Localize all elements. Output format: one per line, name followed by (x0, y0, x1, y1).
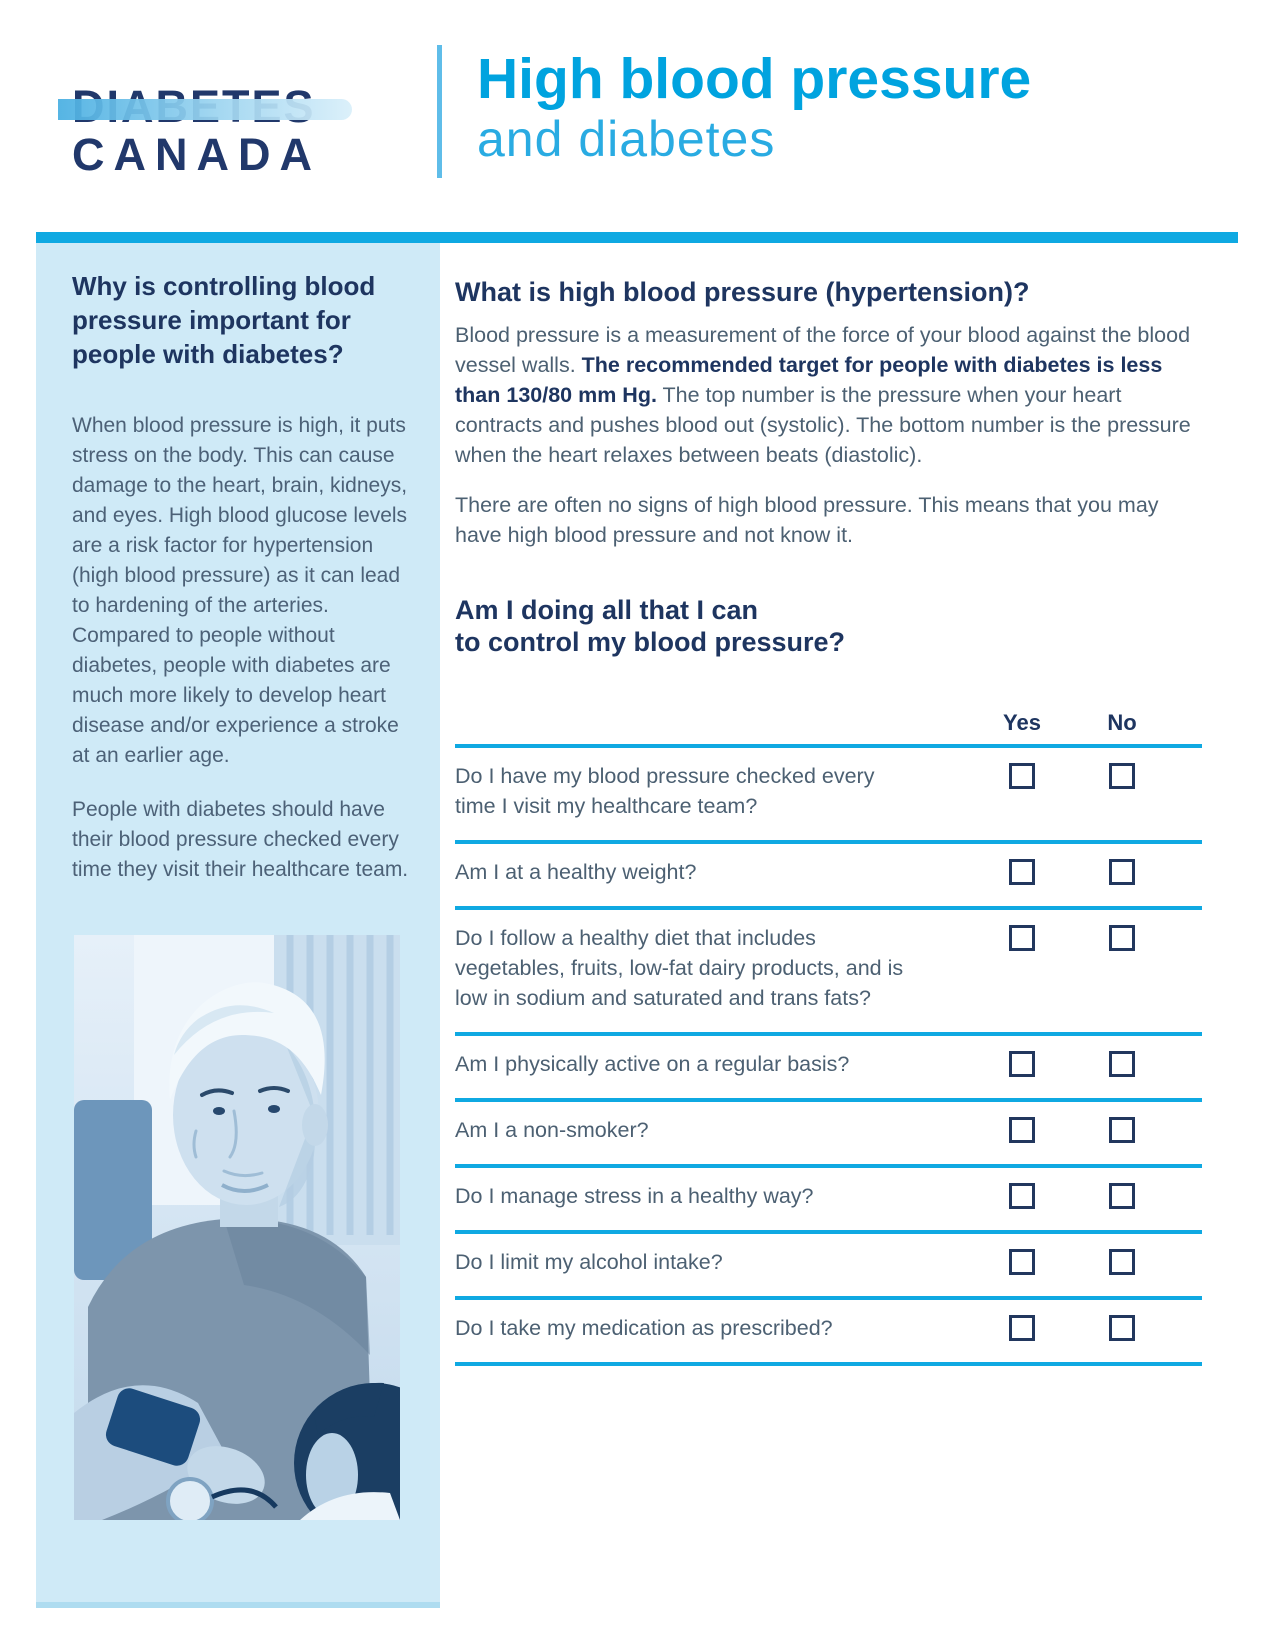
question-text: Am I a non-smoker? (455, 1118, 649, 1142)
checklist-row (455, 1234, 1202, 1300)
yes-checkbox[interactable] (1009, 925, 1035, 951)
no-checkbox[interactable] (1109, 1117, 1135, 1143)
question-text: Am I at a healthy weight? (455, 860, 697, 884)
sidebar-panel (36, 243, 440, 1608)
page-title-sub: and diabetes (477, 111, 776, 167)
what-is-paragraph-1 (455, 320, 1202, 470)
header-vertical-divider (437, 45, 442, 178)
paragraph-text: The top number is the pressure when your heart contracts and pushes blood out (systolic). The bottom number is the pressure when the heart relaxes between beats (diastolic). (455, 383, 1191, 467)
question-text: Do I take my medication as prescribed? (455, 1316, 833, 1340)
recommended-target-bold-text: The recommended target for people with diabetes is less than 130/80 mm Hg. (455, 353, 1163, 407)
no-checkbox[interactable] (1109, 1315, 1135, 1341)
yes-checkbox[interactable] (1009, 1249, 1035, 1275)
quiz-heading-line-1: Am I doing all that I can (455, 595, 759, 625)
checklist-row (455, 910, 1202, 1036)
sidebar-paragraph-1: When blood pressure is high, it puts stress on the body. This can cause damage to the heart, brain, kidneys, and eyes. High blood glucose levels are a risk factor for hypertension (high blood pressure) as it can lead to hardening of the arteries. Compared to people without diabetes, people with diabetes are much more likely to develop heart disease and/or experience a stroke at an earlier age. (72, 414, 408, 767)
no-checkbox[interactable] (1109, 1051, 1135, 1077)
checklist-row (455, 1102, 1202, 1168)
question-text: Do I have my blood pressure checked every time I visit my healthcare team? (455, 764, 875, 818)
logo-strikethrough-bar (58, 99, 352, 120)
checklist-row (455, 1300, 1202, 1366)
question-text: Do I follow a healthy diet that includes vegetables, fruits, low-fat dairy products, and is low in sodium and saturated and trans fats? (455, 926, 904, 1010)
question-text: Do I limit my alcohol intake? (455, 1250, 723, 1274)
yes-checkbox[interactable] (1009, 1315, 1035, 1341)
what-is-paragraph-2: There are often no signs of high blood pressure. This means that you may have high blood pressure and not know it. (455, 493, 1159, 547)
sidebar-paragraph-2: People with diabetes should have their blood pressure checked every time they visit their healthcare team. (72, 798, 409, 881)
paragraph-text: Blood pressure is a measurement of the force of your blood against the blood vessel walls. (455, 323, 1191, 377)
logo-word-diabetes (72, 84, 372, 129)
checklist-rows (455, 748, 1202, 1366)
yes-checkbox[interactable] (1009, 1051, 1035, 1077)
checklist-row (455, 1036, 1202, 1102)
checklist-row (455, 1168, 1202, 1234)
self-check-table (455, 710, 1202, 1366)
diabetes-canada-logo (72, 84, 372, 180)
sidebar-heading: Why is controlling blood pressure important for people with diabetes? (72, 271, 376, 369)
page-title-main: High blood pressure (477, 47, 1032, 111)
table-header-row (455, 710, 1202, 748)
quiz-heading-line-2: to control my blood pressure? (455, 627, 846, 657)
yes-checkbox[interactable] (1009, 1183, 1035, 1209)
blood-pressure-check-photo (74, 935, 400, 1520)
main-content (455, 0, 1202, 1366)
yes-column-header: Yes (1003, 710, 1041, 735)
yes-checkbox[interactable] (1009, 859, 1035, 885)
question-text: Am I physically active on a regular basis? (455, 1052, 850, 1076)
yes-checkbox[interactable] (1009, 763, 1035, 789)
logo-word-canada: CANADA (72, 129, 321, 180)
what-is-heading: What is high blood pressure (hypertension)? (455, 277, 1030, 307)
yes-checkbox[interactable] (1009, 1117, 1035, 1143)
no-checkbox[interactable] (1109, 859, 1135, 885)
no-column-header: No (1107, 710, 1137, 735)
no-checkbox[interactable] (1109, 763, 1135, 789)
checklist-row (455, 844, 1202, 910)
quiz-heading (455, 594, 1202, 658)
checklist-row (455, 748, 1202, 844)
no-checkbox[interactable] (1109, 1183, 1135, 1209)
no-checkbox[interactable] (1109, 1249, 1135, 1275)
no-checkbox[interactable] (1109, 925, 1135, 951)
photo-illustration (74, 935, 400, 1520)
question-text: Do I manage stress in a healthy way? (455, 1184, 814, 1208)
